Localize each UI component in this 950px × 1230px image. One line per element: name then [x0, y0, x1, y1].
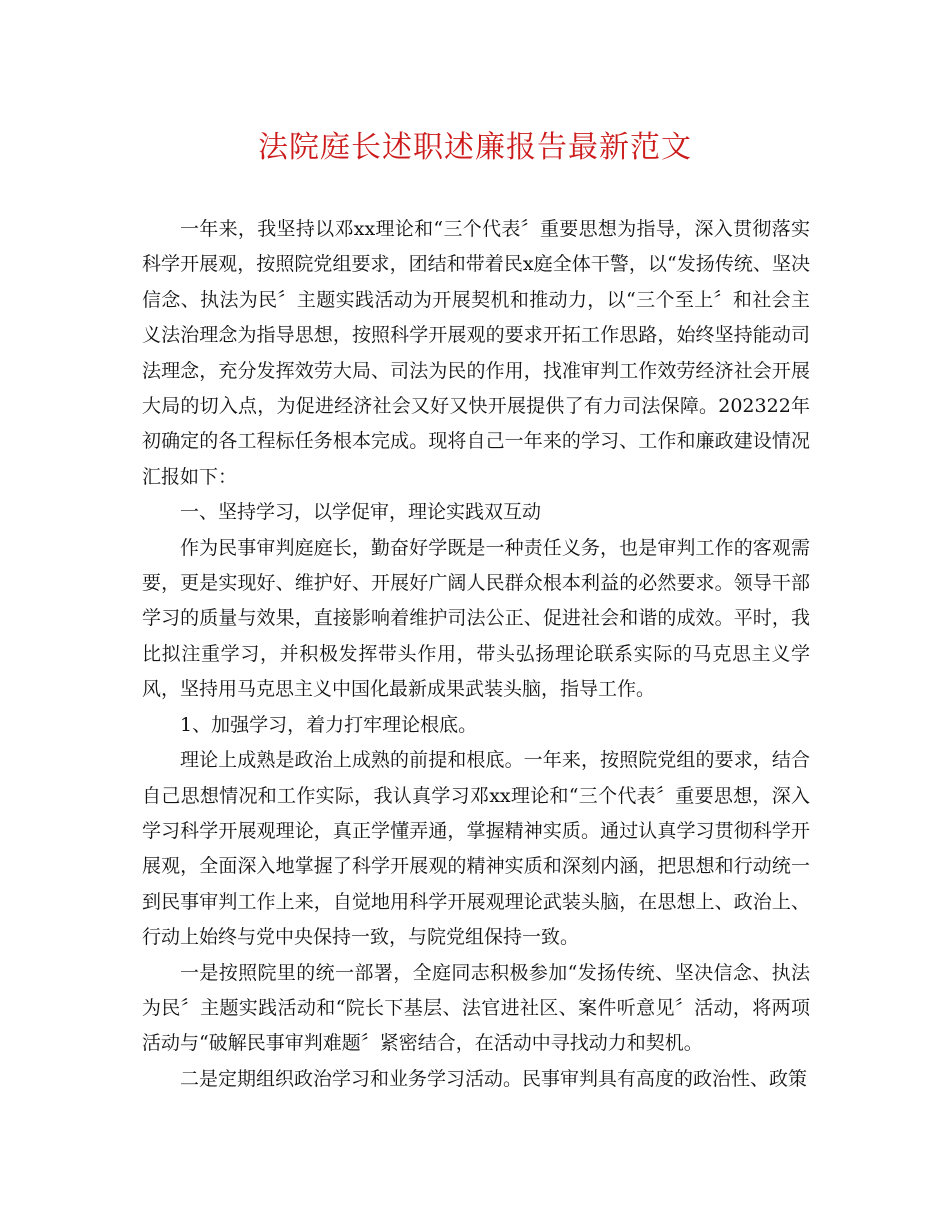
- subsection-heading-1: 1、加强学习，着力打牢理论根底。: [180, 713, 478, 736]
- paragraph-point-two: 二是定期组织政治学习和业务学习活动。民事审判具有高度的政治性、政策: [180, 1067, 808, 1090]
- paragraph-study-role: 作为民事审判庭庭长，勤奋好学既是一种责任义务，也是审判工作的客观需要，更是实现好、维护好、开展好广阔人民群众根本利益的必然要求。领导干部学习的质量与效果，直接影响着维护司法公正、促进社会和谐的成效。平时，我比拟注重学习，并积极发挥带头作用，带头弘扬理论联系实际的马克思主义学风，坚持用马克思主义中国化最新成果武装头脑，指导工作。: [142, 536, 810, 701]
- document-title: 法院庭长述职述廉报告最新范文: [258, 130, 692, 165]
- paragraph-theory: 理论上成熟是政治上成熟的前提和根底。一年来，按照院党组的要求，结合自己思想情况和工作实际，我认真学习邓xx理论和“三个代表〞重要思想，深入学习科学开展观理论，真正学懂弄通，掌握精神实质。通过认真学习贯彻科学开展观，全面深入地掌握了科学开展观的精神实质和深刻内涵，把思想和行动统一到民事审判工作上来，自觉地用科学开展观理论武装头脑，在思想上、政治上、行动上始终与党中央保持一致，与院党组保持一致。: [142, 749, 810, 949]
- section-heading-1: 一、坚持学习，以学促审，理论实践双互动: [180, 501, 542, 524]
- document-body: [142, 212, 810, 1097]
- paragraph-intro: 一年来，我坚持以邓xx理论和“三个代表〞重要思想为指导，深入贯彻落实科学开展观，按照院党组要求，团结和带着民x庭全体干警，以“发扬传统、坚决信念、执法为民〞主题实践活动为开展契机和推动力，以“三个至上〞和社会主义法治理念为指导思想，按照科学开展观的要求开拓工作思路，始终坚持能动司法理念，充分发挥效劳大局、司法为民的作用，找准审判工作效劳经济社会开展大局的切入点，为促进经济社会又好又快开展提供了有力司法保障。202322年初确定的各工程标任务根本完成。现将自己一年来的学习、工作和廉政建设情况汇报如下：: [142, 218, 810, 488]
- paragraph-point-one: 一是按照院里的统一部署，全庭同志积极参加“发扬传统、坚决信念、执法为民〞主题实践活动和“院长下基层、法官进社区、案件听意见〞活动，将两项活动与“破解民事审判难题〞紧密结合，在活动中寻找动力和契机。: [142, 961, 810, 1055]
